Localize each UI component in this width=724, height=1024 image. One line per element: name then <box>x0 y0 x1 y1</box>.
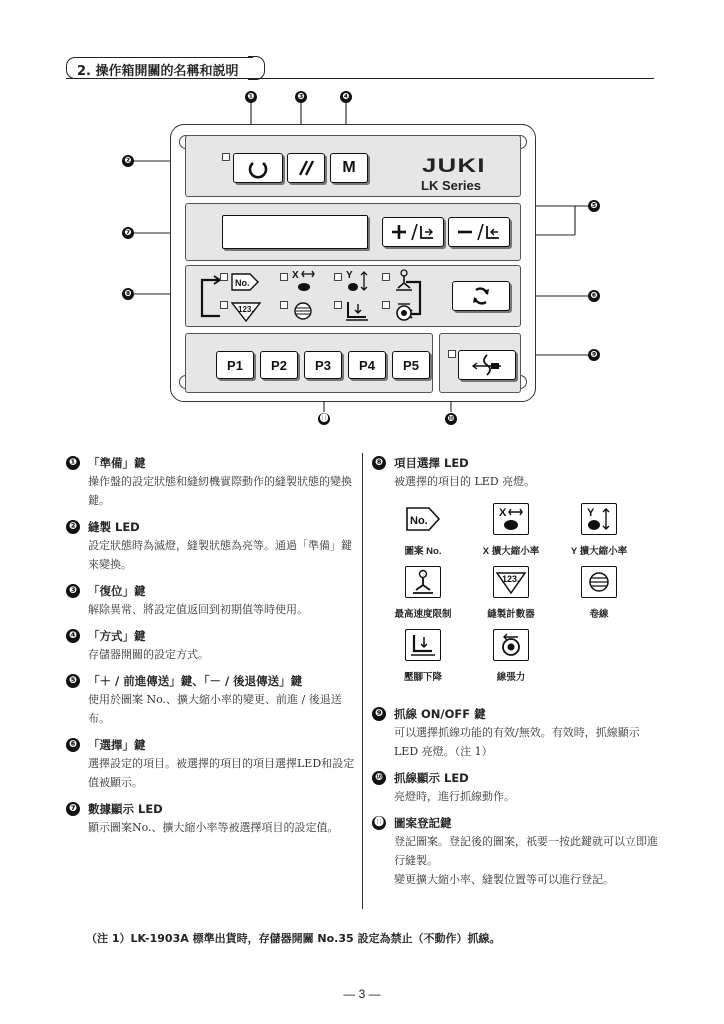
item-title: 「準備」鍵 <box>88 455 146 470</box>
callout-6: ❻ <box>588 290 600 302</box>
y-scale-led <box>334 273 342 281</box>
y-scale-icon <box>584 505 614 533</box>
item-3 <box>66 582 356 619</box>
tension-icon <box>392 299 416 323</box>
item-title: 「復位」鍵 <box>88 583 146 598</box>
legend-presser <box>378 629 468 683</box>
legend-tension <box>466 629 556 683</box>
x-scale-icon <box>496 505 526 533</box>
callout-3: ❸ <box>295 91 307 103</box>
ready-icon <box>247 157 269 179</box>
max-speed-led <box>382 273 390 281</box>
pattern-key-p1[interactable]: P1 <box>216 351 254 379</box>
callout-1: ❶ <box>245 91 257 103</box>
item-body: 解除異常、將設定值返回到初期值等時使用。 <box>88 603 308 616</box>
callout-5: ❺ <box>588 200 600 212</box>
legend-pattern-no <box>378 503 468 557</box>
reset-key[interactable] <box>287 153 325 183</box>
counter-icon <box>495 568 527 596</box>
counter-led <box>220 301 228 309</box>
legend-label: 最高速度限制 <box>394 609 452 620</box>
footnote: （注 1）LK-1903A 標準出貨時，存儲器開關 No.35 設定為禁止（不動作）抓線。 <box>86 932 501 945</box>
item-body: 可以選擇抓線功能的有效/無效。有效時，抓線顯示 LED 亮燈。（注 1） <box>394 726 640 758</box>
winding-icon <box>586 569 612 595</box>
item-body: 登記圖案。登記後的圖案，祇要一按此鍵就可以立即進行縫製。 <box>394 835 658 867</box>
item-body: 使用於圖案 No.、擴大縮小率的變更、前進 / 後退送布。 <box>88 693 342 725</box>
plus-forward-key[interactable] <box>382 217 444 247</box>
pattern-no-icon <box>405 504 441 534</box>
pattern-key-p2[interactable]: P2 <box>260 351 298 379</box>
legend-max-speed <box>378 566 468 620</box>
item-body: 被選擇的項目的 LED 亮燈。 <box>394 475 536 488</box>
x-scale-icon <box>290 268 318 294</box>
svg-text:No.: No. <box>235 278 250 288</box>
panel-display-band <box>185 203 521 261</box>
legend-label: 圖案 No. <box>404 546 442 557</box>
callout-10: ❿ <box>445 413 457 425</box>
juki-logo: JUKI <box>422 156 486 177</box>
legend-x-scale <box>466 503 556 557</box>
item-10 <box>372 769 664 806</box>
thread-clamp-led <box>448 350 456 358</box>
panel-thread-band <box>439 333 521 393</box>
pattern-key-p5[interactable]: P5 <box>392 351 430 379</box>
column-divider <box>362 453 363 909</box>
item-num: ❶ <box>66 456 80 470</box>
item-num: ❸ <box>66 584 80 598</box>
presser-down-icon <box>409 632 437 658</box>
item-1 <box>66 454 356 510</box>
pattern-no-glyph: No. <box>410 515 428 527</box>
item-body: 選擇設定的項目。被選擇的項目的項目選擇LED和設定值被顯示。 <box>88 757 355 789</box>
item-title: 「＋ / 前進傳送」鍵、「－ / 後退傳送」鍵 <box>88 673 303 688</box>
winding-icon <box>292 300 314 322</box>
svg-text:X: X <box>499 507 507 519</box>
pattern-key-p4[interactable]: P4 <box>348 351 386 379</box>
presser-led <box>334 301 342 309</box>
panel-item-select-band <box>185 265 521 327</box>
pattern-no-led <box>220 273 228 281</box>
item-body: 顯示圖案No.、擴大縮小率等被選擇項目的設定值。 <box>88 821 339 834</box>
item-num: ❺ <box>66 674 80 688</box>
pattern-no-icon <box>230 270 260 294</box>
item-title: 「方式」鍵 <box>88 628 146 643</box>
item-body: 亮燈時，進行抓線動作。 <box>394 790 515 803</box>
sewing-led <box>222 153 230 161</box>
panel-top-band <box>185 135 521 197</box>
callout-2: ❷ <box>122 155 134 167</box>
item-title: 抓線 ON/OFF 鍵 <box>394 706 486 721</box>
counter-glyph: 123. <box>502 574 520 584</box>
item-num: ❻ <box>66 738 80 752</box>
page-number: — 3 — <box>343 987 381 1001</box>
item-7 <box>66 800 356 837</box>
winding-led <box>280 301 288 309</box>
legend-label: 縫製計數器 <box>487 609 535 620</box>
item-num: ❼ <box>66 802 80 816</box>
max-speed-icon <box>409 568 437 596</box>
select-key[interactable] <box>452 281 510 311</box>
minus-backward-icon <box>454 220 504 244</box>
series-label: LK Series <box>421 178 481 193</box>
item-num: ⓫ <box>372 816 386 830</box>
right-column-top <box>372 454 662 491</box>
item-num: ❿ <box>372 771 386 785</box>
presser-down-icon <box>344 299 370 323</box>
y-scale-icon <box>344 268 372 294</box>
item-4 <box>66 627 356 664</box>
counter-icon <box>230 299 262 323</box>
legend-label: 壓腳下降 <box>403 672 442 683</box>
item-2 <box>66 518 356 574</box>
svg-text:X: X <box>292 270 299 281</box>
thread-clamp-key[interactable] <box>458 350 516 380</box>
data-display <box>222 215 368 249</box>
item-body: 操作盤的設定狀態和縫紉機實際動作的縫製狀態的變換鍵。 <box>88 475 352 507</box>
legend-y-scale <box>554 503 644 557</box>
right-column-bottom <box>372 705 664 897</box>
item-body: 存儲器開關的設定方式。 <box>88 648 209 661</box>
item-num: ❷ <box>66 520 80 534</box>
item-body: 設定狀態時為滅燈，縫製狀態為亮等。通過「準備」鍵來變換。 <box>88 539 352 571</box>
svg-text:Y: Y <box>587 507 595 519</box>
svg-text:123.: 123. <box>238 305 254 314</box>
item-title: 縫製 LED <box>88 519 140 534</box>
callout-9: ❾ <box>588 349 600 361</box>
item-5 <box>66 672 356 728</box>
plus-forward-icon <box>388 220 438 244</box>
legend-label: 卷線 <box>589 609 609 620</box>
item-title: 項目選擇 LED <box>394 455 469 470</box>
item-title: 圖案登記鍵 <box>394 815 452 830</box>
ready-key[interactable] <box>233 153 283 183</box>
legend-label: 線張力 <box>496 672 526 683</box>
svg-text:Y: Y <box>346 270 353 281</box>
legend-label: X 擴大縮小率 <box>482 546 540 557</box>
item-9 <box>372 705 664 761</box>
reset-icon <box>295 157 317 179</box>
select-icon <box>469 284 493 308</box>
item-title: 「選擇」鍵 <box>88 737 146 752</box>
item-11 <box>372 814 664 889</box>
pattern-key-p3[interactable]: P3 <box>304 351 342 379</box>
minus-backward-key[interactable] <box>448 217 510 247</box>
item-title: 抓線顯示 LED <box>394 770 469 785</box>
mode-key[interactable]: M <box>330 153 368 183</box>
operation-panel <box>170 124 536 402</box>
tension-icon <box>497 632 525 658</box>
section-title: 2. 操作箱開關的名稱和説明 <box>66 57 253 79</box>
x-scale-led <box>280 273 288 281</box>
item-num: ❾ <box>372 707 386 721</box>
left-column <box>66 454 356 845</box>
panel-pattern-band <box>185 333 433 393</box>
callout-7: ❼ <box>122 227 134 239</box>
item-title: 數據顯示 LED <box>88 801 163 816</box>
legend-winding <box>554 566 644 620</box>
legend-label: Y 擴大縮小率 <box>570 546 628 557</box>
callout-8: ❽ <box>122 288 134 300</box>
item-num: ❽ <box>372 456 386 470</box>
callout-11: ⓫ <box>319 414 329 424</box>
tension-led <box>382 301 390 309</box>
thread-clamp-icon <box>467 353 507 377</box>
legend-counter <box>466 566 556 620</box>
item-num: ❹ <box>66 629 80 643</box>
item-body-extra: 變更擴大縮小率、縫製位置等可以進行登記。 <box>394 873 614 886</box>
max-speed-icon <box>392 268 416 294</box>
item-6 <box>66 736 356 792</box>
callout-4: ❹ <box>340 91 352 103</box>
